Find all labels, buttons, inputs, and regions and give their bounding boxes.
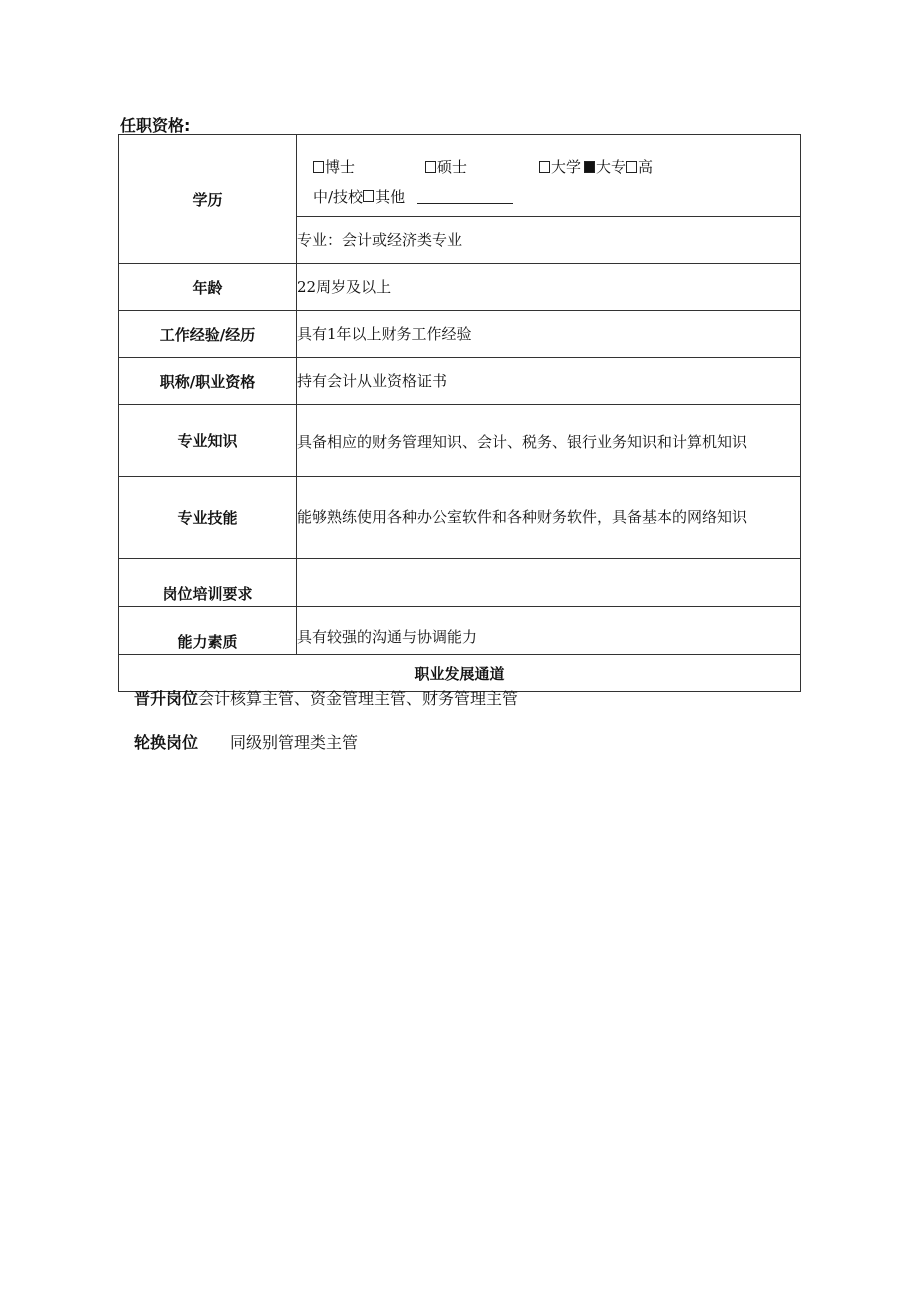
checkbox-highschool[interactable] (626, 161, 637, 173)
table-row (119, 405, 801, 477)
skills-value: 能够熟练使用各种办公室软件和各种财务软件，具备基本的网络知识 (297, 477, 801, 559)
major-value: 专业：会计或经济类专业 (297, 216, 801, 263)
experience-label: 工作经验/经历 (119, 311, 297, 358)
knowledge-value: 具备相应的财务管理知识、会计、税务、银行业务知识和计算机知识 (297, 405, 801, 477)
section-title: 任职资格: (120, 116, 191, 135)
promotion-label: 晋升岗位 (134, 689, 199, 708)
rotation-value: 同级别管理类主管 (230, 733, 359, 752)
training-value (297, 559, 801, 607)
option-highschool-label-part2: 中/技校 (313, 187, 364, 206)
option-phd[interactable] (313, 156, 425, 177)
option-highschool-label-part1: 高 (638, 158, 654, 177)
education-options-line2 (297, 177, 800, 215)
checkbox-other[interactable] (363, 190, 374, 202)
option-other[interactable] (363, 186, 405, 207)
certification-value: 持有会计从业资格证书 (297, 358, 801, 405)
checkbox-university[interactable] (539, 161, 550, 173)
age-label: 年龄 (119, 264, 297, 311)
promotion-line (134, 686, 518, 709)
skills-label: 专业技能 (119, 477, 297, 559)
table-row (119, 264, 801, 311)
career-header: 职业发展通道 (119, 655, 801, 692)
table-row (119, 477, 801, 559)
checkbox-college-checked[interactable] (584, 161, 595, 173)
qualification-table (118, 134, 801, 692)
promotion-value: 会计核算主管、资金管理主管、财务管理主管 (198, 689, 519, 708)
rotation-line (134, 730, 358, 753)
certification-label: 职称/职业资格 (119, 358, 297, 405)
experience-value: 具有1年以上财务工作经验 (297, 311, 801, 358)
checkbox-phd[interactable] (313, 161, 324, 173)
table-row-education (119, 135, 801, 217)
table-row (119, 607, 801, 655)
ability-value: 具有较强的沟通与协调能力 (297, 607, 801, 655)
table-row (119, 311, 801, 358)
table-row (119, 559, 801, 607)
training-label: 岗位培训要求 (119, 559, 297, 607)
ability-label: 能力素质 (119, 607, 297, 655)
option-master[interactable] (425, 156, 539, 177)
age-value: 22周岁及以上 (297, 264, 801, 311)
education-options-line1 (297, 135, 800, 177)
option-highschool[interactable] (626, 156, 653, 177)
option-college-label: 大专 (596, 158, 627, 177)
table-row (119, 358, 801, 405)
knowledge-label: 专业知识 (119, 405, 297, 477)
option-phd-label: 博士 (325, 158, 356, 177)
option-university-label: 大学 (551, 158, 582, 177)
option-other-label: 其他 (375, 187, 406, 206)
option-college[interactable] (584, 156, 626, 177)
other-fill-blank[interactable] (417, 189, 513, 204)
option-master-label: 硕士 (437, 158, 468, 177)
education-options-cell (297, 135, 801, 217)
education-label: 学历 (119, 135, 297, 264)
option-university[interactable] (539, 156, 581, 177)
checkbox-master[interactable] (425, 161, 436, 173)
rotation-label: 轮换岗位 (134, 733, 199, 752)
